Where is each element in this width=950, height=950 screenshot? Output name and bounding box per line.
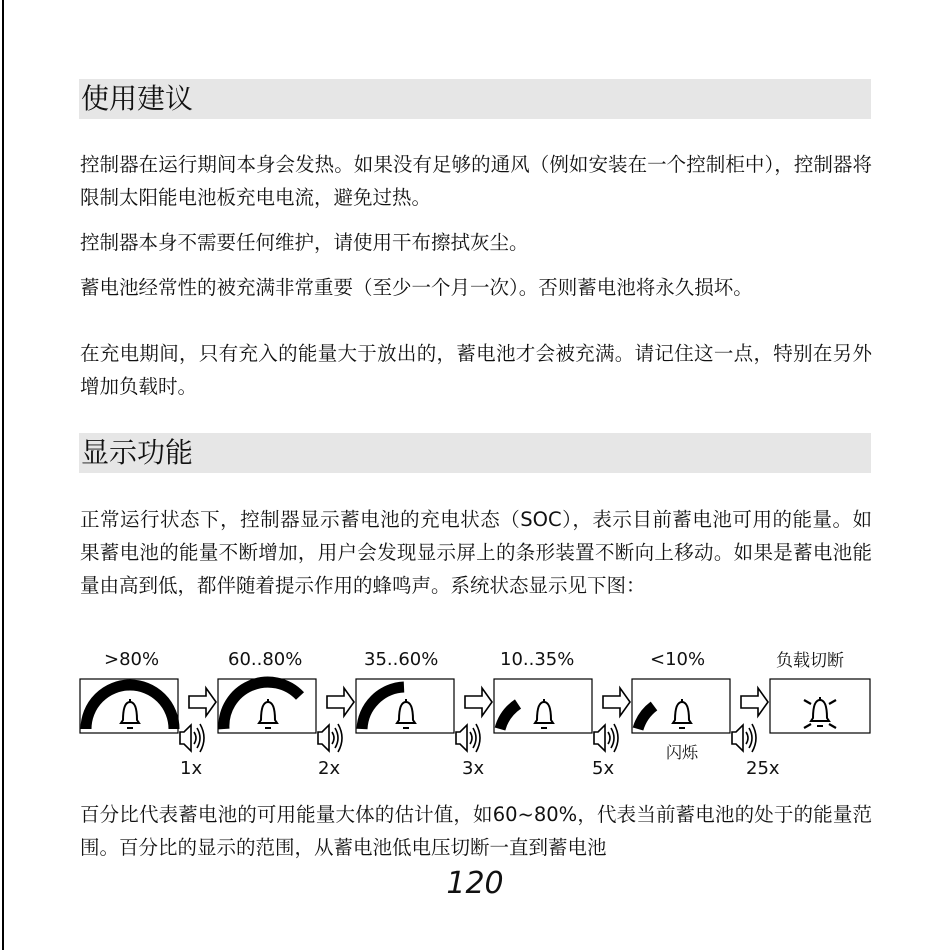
- state-box-6: [770, 679, 870, 733]
- flash-label: 闪烁: [666, 743, 699, 762]
- arrow-icon-5: [741, 688, 768, 716]
- speaker-icon-2: [318, 724, 342, 752]
- beep-count-1: 1x: [180, 758, 203, 779]
- state-label-1: >80%: [104, 649, 160, 670]
- arrow-icon-2: [327, 688, 354, 716]
- state-label-6: 负载切断: [776, 651, 844, 671]
- beep-count-2: 2x: [318, 758, 341, 779]
- arrow-icon-4: [603, 688, 630, 716]
- paragraph-display-intro: 正常运行状态下，控制器显示蓄电池的充电状态（SOC），表示目前蓄电池可用的能量。如果蓄电池的能量不断增加，用户会发现显示屏上的条形装置不断向上移动。如果是蓄电池能量由高到低，都伴随着提示作用的蜂鸣声。系统状态显示见下图：: [80, 508, 872, 597]
- paragraph-maintenance: 控制器本身不需要任何维护，请使用干布擦拭灰尘。: [80, 231, 529, 254]
- paragraph-full-charge: 蓄电池经常性的被充满非常重要（至少一个月一次）。否则蓄电池将永久损坏。: [80, 276, 753, 299]
- battery-state-diagram: [60, 640, 880, 790]
- speaker-icon-4: [594, 724, 618, 752]
- beep-count-3: 3x: [462, 758, 485, 779]
- state-label-5: <10%: [650, 649, 706, 670]
- arrow-icon-3: [465, 688, 492, 716]
- page-number: 120: [446, 866, 504, 901]
- state-label-4: 10..35%: [500, 649, 575, 670]
- beep-count-5: 25x: [746, 758, 780, 779]
- speaker-icon-5: [732, 724, 756, 752]
- arrow-icon-1: [189, 688, 216, 716]
- left-margin-rule: [2, 0, 4, 950]
- beep-count-4: 5x: [592, 758, 615, 779]
- state-label-2: 60..80%: [228, 649, 303, 670]
- paragraph-percent-explanation: 百分比代表蓄电池的可用能量大体的估计值，如60~80%，代表当前蓄电池的处于的能量范围。百分比的显示的范围，从蓄电池低电压切断一直到蓄电池: [80, 803, 872, 859]
- section-heading-display: 显示功能: [79, 433, 871, 473]
- speaker-icon-3: [456, 724, 480, 752]
- speaker-icon-1: [180, 724, 204, 752]
- section-heading-usage-advice: 使用建议: [79, 79, 871, 119]
- paragraph-charging-note: 在充电期间，只有充入的能量大于放出的，蓄电池才会被充满。请记住这一点，特别在另外增加负载时。: [80, 342, 872, 398]
- paragraph-heat: 控制器在运行期间本身会发热。如果没有足够的通风（例如安装在一个控制柜中），控制器将限制太阳能电池板充电电流，避免过热。: [80, 153, 872, 209]
- state-label-3: 35..60%: [364, 649, 439, 670]
